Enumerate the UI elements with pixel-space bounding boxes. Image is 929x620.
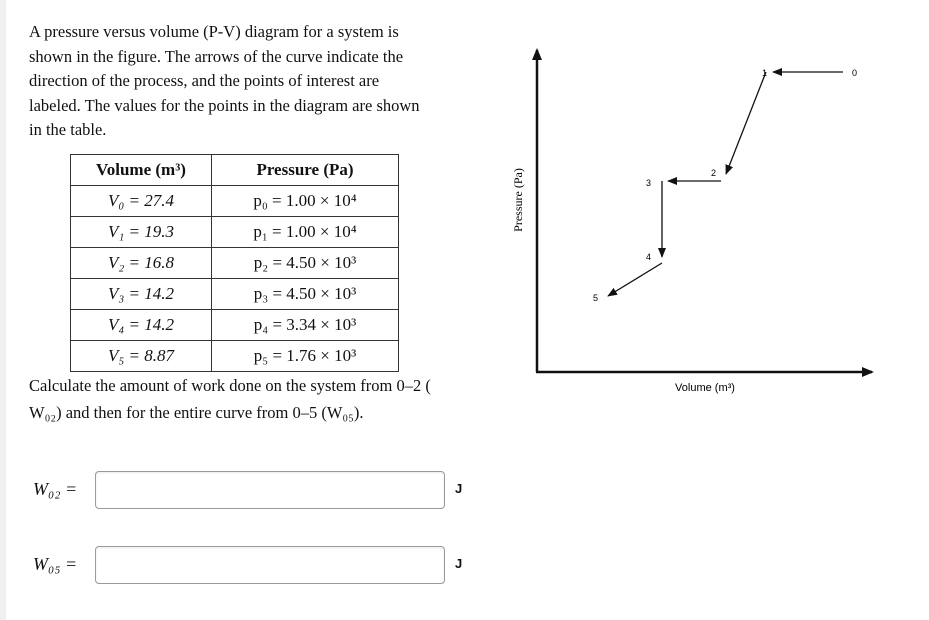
w05-unit: J [455, 556, 463, 571]
answer-row-w05 [33, 546, 483, 586]
pressure-cell: p₂ = 4.50 × 10³ [212, 248, 399, 279]
point-label-5: 5 [593, 293, 599, 303]
w02-input[interactable] [95, 471, 445, 509]
answer-row-w02 [33, 471, 483, 511]
volume-header: Volume (m³) [71, 155, 212, 186]
pressure-cell: p₁ = 1.00 × 10⁴ [212, 217, 399, 248]
y-axis-label: Pressure (Pa) [511, 168, 525, 232]
table-row [71, 248, 399, 279]
volume-cell: V₁ = 19.3 [71, 217, 212, 248]
point-label-1: 1 [762, 68, 768, 78]
pressure-cell: p₅ = 1.76 × 10³ [212, 341, 399, 372]
w05-label: W₀₅ = [33, 554, 78, 574]
point-label-3: 3 [646, 178, 652, 188]
segment-1-2 [726, 72, 766, 174]
pressure-cell: p₄ = 3.34 × 10³ [212, 310, 399, 341]
values-table [70, 154, 399, 372]
pressure-header: Pressure (Pa) [212, 155, 399, 186]
intro-line: direction of the process, and the points of interest are [29, 71, 380, 90]
left-border-strip [0, 0, 6, 620]
volume-cell: V₀ = 27.4 [71, 186, 212, 217]
table-row [71, 186, 399, 217]
w05-input[interactable] [95, 546, 445, 584]
intro-line: labeled. The values for the points in the diagram are shown [29, 95, 420, 115]
pv-diagram [500, 30, 880, 400]
point-label-2: 2 [711, 168, 717, 178]
volume-cell: V₃ = 14.2 [71, 279, 212, 310]
question-line: Calculate the amount of work done on the system from 0–2 ( [29, 376, 431, 395]
point-label-4: 4 [646, 252, 652, 262]
w02-label: W₀₂ = [33, 479, 78, 499]
point-label-0: 0 [852, 68, 858, 78]
volume-cell: V₂ = 16.8 [71, 248, 212, 279]
table-header-row [71, 155, 399, 186]
w02-unit: J [455, 481, 463, 496]
question-text [29, 372, 499, 426]
intro-line: A pressure versus volume (P-V) diagram for a system is [29, 22, 399, 41]
segment-4-5 [608, 263, 662, 296]
pressure-cell: p₃ = 4.50 × 10³ [212, 279, 399, 310]
problem-intro [29, 20, 469, 143]
intro-line: in the table. [29, 120, 107, 139]
x-axis-label: Volume (m³) [675, 382, 735, 394]
question-line: W₀₂) and then for the entire curve from 0–5 (W₀₅). [29, 403, 364, 422]
volume-cell: V₄ = 14.2 [71, 310, 212, 341]
table-row [71, 217, 399, 248]
volume-cell: V₅ = 8.87 [71, 341, 212, 372]
table-row [71, 310, 399, 341]
pressure-cell: p₀ = 1.00 × 10⁴ [212, 186, 399, 217]
table-row [71, 341, 399, 372]
intro-line: shown in the figure. The arrows of the curve indicate the [29, 46, 404, 66]
table-row [71, 279, 399, 310]
